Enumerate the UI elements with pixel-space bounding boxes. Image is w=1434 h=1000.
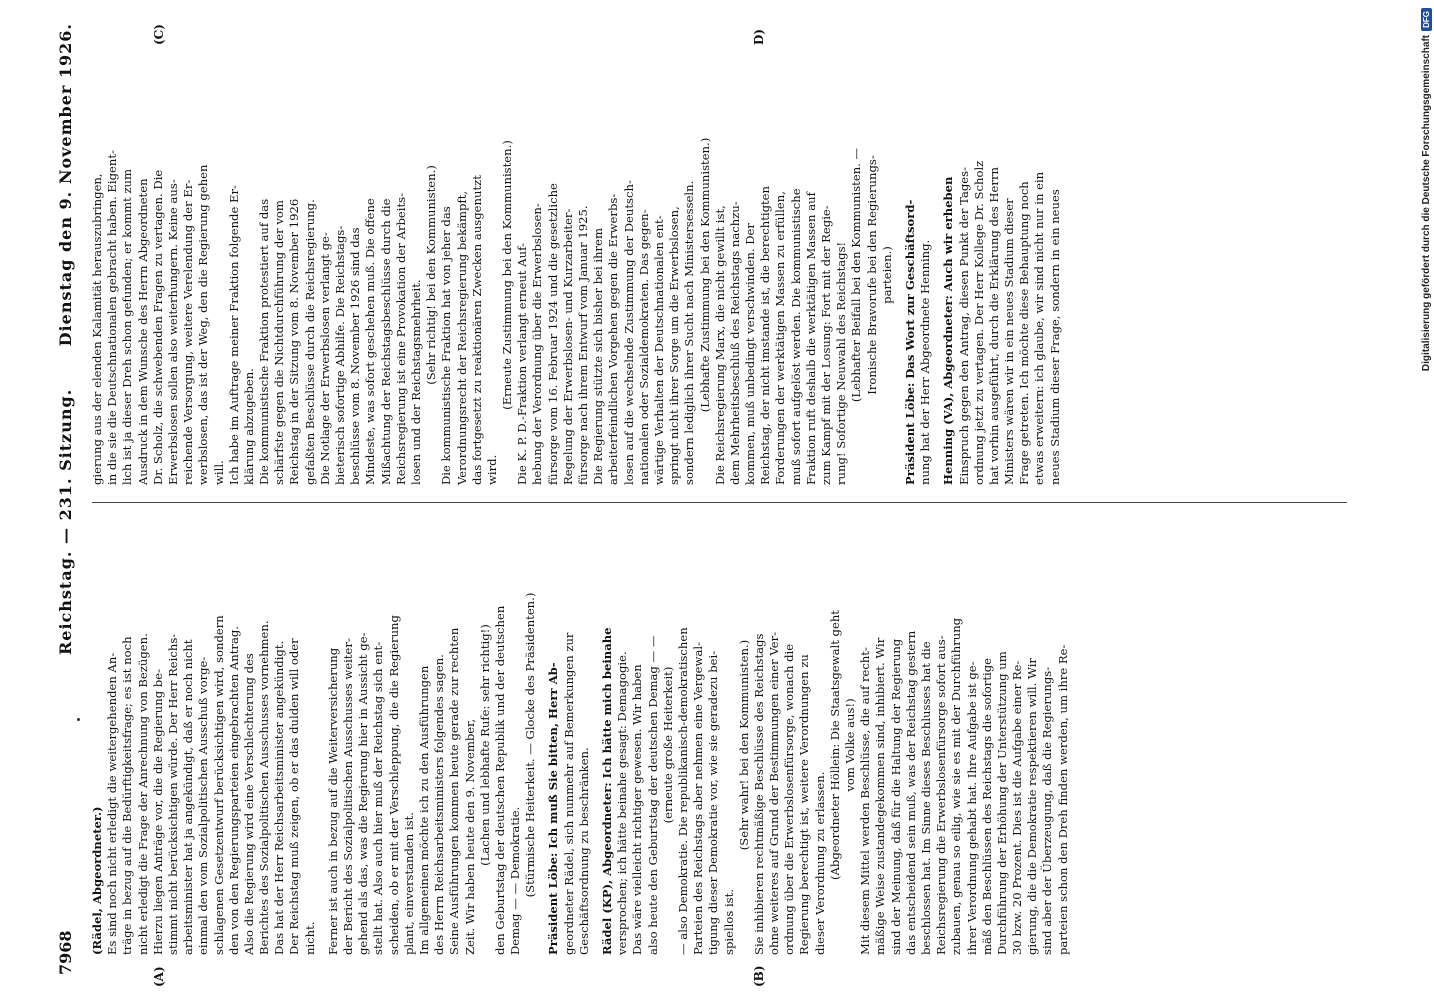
text-line: Dr. Scholz, die schwebenden Fragen zu vertagen. Die	[150, 169, 165, 485]
margin-mark-a: (A)	[152, 966, 166, 987]
text-line: bieterisch sofortige Abhilfe. Die Reichstags-	[333, 225, 347, 485]
watermark-text: Digitalisierung gefördert durch die Deutsche Forschungsgemeinschaft	[1420, 34, 1432, 372]
text-line: Die kommunistische Fraktion hat von jeher das	[439, 206, 454, 485]
text-line: will.	[211, 460, 226, 485]
text-line: (Sehr wahr! bei den Kommunisten.)	[736, 639, 751, 851]
text-line: Einspruch gegen den Antrag, diesen Punkt der Tages-	[956, 166, 971, 485]
text-line: beschlossen hat. Im Sinne dieses Beschlusses hat die	[918, 641, 933, 955]
text-line: Geschäftsordnung zu beschränken.	[576, 747, 591, 955]
text-line: Fraktion ruft deshalb die werktätigen Massen auf	[803, 192, 818, 485]
text-line: (Erneute Zustimmung bei den Kommunisten.)	[500, 140, 515, 410]
text-line: das entscheidend sein muß, was der Reichstag gestern	[903, 630, 918, 955]
text-line: dieser Verordnung zu erlassen.	[812, 771, 827, 955]
page-number: 7968	[56, 930, 75, 975]
text-line: (Abgeordneter Höllein: Die Staatsgewalt geht	[827, 610, 842, 880]
text-line: springt nicht ihrer Sorge um die Erwerbslosen,	[667, 206, 682, 485]
text-line: Frage getreten. Ich möchte diese Behauptung noch	[1017, 181, 1032, 485]
text-line: 30 bzw. 20 Prozent. Dies ist die Aufgabe einer Re-	[1010, 660, 1025, 955]
text-line: gierung, die die Demokratie respektieren will. Wir	[1025, 658, 1040, 955]
text-line: fürsorge nach ihrem Entwurf vom Januar 1925.	[576, 205, 590, 485]
text-line: kommen, muß unbedingt verschwinden. Der	[743, 223, 758, 485]
text-line: Die kommunistische Fraktion protestiert auf das	[257, 198, 272, 485]
text-line: Die Reichsregierung Marx, die nicht gewillt ist,	[712, 205, 727, 485]
margin-mark-c: (C)	[152, 24, 166, 45]
right-column	[90, 65, 1063, 485]
text-line: versprochen; ich hätte beinahe gesagt: Demagogie.	[615, 651, 630, 955]
text-line: Reichstag in der Sitzung vom 8. November 1926	[287, 198, 302, 485]
text-line: muß sofort aufgelöst werden. Die kommunistische	[788, 188, 803, 485]
text-line: träge in bezug auf die Bedürftigkeitsfrage; es ist noch	[120, 636, 135, 955]
text-line: fürsorge vom 16. Februar 1924 und die gesetzliche	[545, 183, 560, 485]
text-line: Regelung der Erwerbslosen- und Kurzarbeiter-	[560, 208, 575, 485]
text-line: Reichsregierung die Erwerbslosenfürsorge sofort aus-	[934, 635, 949, 955]
text-line: (Rädel, Abgeordneter.)	[90, 806, 104, 955]
text-line: nung hat der Herr Abgeordnete Henning.	[918, 239, 933, 485]
text-line: gehend als das, was die Regierung hier in Aussicht ge-	[356, 632, 371, 955]
text-line: geordneter Rädel, sich nunmehr auf Bemerkungen zur	[561, 632, 576, 955]
text-line: Mißachtung der Reichstagsbeschlüsse durch die	[378, 198, 393, 485]
text-line: des Herrn Reichsarbeitsministers folgendes sagen.	[432, 654, 447, 955]
margin-mark-b: (B)	[752, 965, 766, 987]
text-line: Verordnungsrecht der Reichsregierung bekämpft,	[454, 190, 469, 485]
text-line: sind der Meinung, daß für die Haltung der Regierung	[888, 638, 903, 955]
paragraph-gap	[933, 65, 941, 485]
text-line: also heute den Geburtstag der deutschen Demag — —	[645, 635, 660, 955]
text-line: Ich habe im Auftrage meiner Fraktion folgende Er-	[226, 185, 241, 485]
column-divider	[92, 502, 1347, 503]
rotated-document	[52, 15, 1382, 985]
text-line: nicht.	[302, 921, 317, 955]
text-line: Präsident Löbe: Das Wort zur Geschäftsord-	[902, 199, 917, 485]
text-line: (Lebhafter Beifall bei den Kommunisten. —	[849, 147, 864, 403]
text-line: (Stürmische Heiterkeit. — Glocke des Präsidenten.)	[523, 592, 538, 898]
text-line: parteien schon den Dreh finden werden, um ihre Re-	[1055, 644, 1070, 955]
text-line: wärtige Verhalten der Deutschnationalen ent-	[651, 215, 666, 485]
text-line: (Lebhafte Zustimmung bei den Kommunisten.)	[697, 137, 712, 413]
digitization-watermark	[1412, 8, 1432, 992]
text-line: Hierzu liegen Anträge vor, die die Regierung be-	[150, 669, 165, 955]
text-line: Mit diesem Mittel werden Beschlüsse, die auf recht-	[858, 647, 873, 955]
text-line: Die Notlage der Erwerbslosen verlangt ge-	[317, 232, 332, 485]
text-line: Ferner ist auch in bezug auf die Weiterversicherung	[325, 647, 340, 955]
text-line: Die Regierung stützte sich bisher bei ihrem	[591, 228, 606, 485]
text-line: schärfste gegen die Nichtdurchführung der vom	[272, 200, 287, 485]
text-line: das fortgesetzt zu reaktionären Zwecken ausgenutzt	[469, 175, 484, 485]
text-line: Es sind noch nicht erledigt die weitergehenden An-	[105, 652, 120, 955]
text-line: Seine Ausführungen kommen heute gerade zur rechten	[447, 627, 462, 955]
text-line: stimmt nicht berücksichtigen würde. Der Herr Reichs-	[165, 633, 180, 955]
text-line: gefaßten Beschlüsse durch die Reichsregierung.	[302, 199, 317, 485]
session-title: Reichstag. — 231. Sitzung.	[56, 388, 75, 655]
text-line: rung! Sofortige Neuwahl des Reichstags!	[834, 241, 849, 485]
text-line: Ausdruck in dem Wunsche des Herrn Abgeordneten	[135, 178, 150, 485]
text-line: Im allgemeinen möchte ich zu den Ausführungen	[416, 665, 431, 955]
text-line: losen und der Reichstagsmehrheit.	[408, 279, 423, 485]
session-date: Dienstag den 9. November 1926.	[56, 23, 75, 347]
text-line: Sie inhibieren rechtmäßige Beschlüsse des Reichstags	[751, 633, 766, 955]
text-line: ordnung über die Erwerbslosenfürsorge, wonach die	[782, 643, 797, 955]
left-column	[90, 535, 1071, 955]
text-line: Ministers wären wir in ein neues Stadium dieser	[1002, 198, 1017, 485]
text-line: vom Volke aus!)	[843, 698, 857, 792]
text-line: Henning (VA), Abgeordneter: Auch wir erheben	[941, 176, 956, 485]
text-line: Erwerbslosen sollen also weiterhungern. Keine aus-	[165, 179, 180, 485]
text-line: hat vorhin ausgeführt, durch die Erklärung des Herrn	[986, 167, 1001, 485]
text-line: scheiden, ob er mit der Verschleppung, die die Regierung	[386, 615, 401, 955]
page-header	[52, 15, 82, 985]
text-line: werbslosen, das ist der Weg, den die Regierung gehen	[196, 164, 211, 485]
text-line: parteien.)	[879, 246, 894, 304]
text-line: tigung dieser Demokratie vor, wie sie geradezu bei-	[706, 650, 721, 955]
text-line: Ironische Bravorufe bei den Regierungs-	[864, 155, 879, 395]
scan-speck	[77, 718, 80, 721]
text-line: mäßige Weise zustandegekommen sind, inhibiert. Wir	[873, 637, 888, 955]
text-line: beschlüsse vom 8. November 1926 sind das	[348, 227, 363, 485]
text-line: neues Stadium dieser Frage, sondern in ein neues	[1047, 189, 1062, 485]
paragraph-gap	[592, 535, 600, 955]
text-line: Durchführung der Erhöhung der Unterstützung um	[994, 651, 1009, 955]
text-line: Mindeste, was sofort geschehen muß. Die offene	[363, 198, 378, 485]
text-line: Rädel (KP), Abgeordneter: Ich hätte mich beinahe	[600, 627, 614, 955]
text-line: den von den Regierungsparteien eingebrachten Antrag.	[226, 626, 241, 955]
text-line: mäß den Beschlüssen des Reichstags die sofortige	[979, 658, 994, 955]
text-line: gierung aus der elenden Kalamität herauszubringen,	[90, 173, 104, 485]
text-line: ordnung jetzt zu vertagen. Der Herr Kollege Dr. Scholz	[971, 160, 986, 485]
text-line: Das hat der Herr Reichsarbeitsminister angekündigt.	[272, 640, 287, 955]
text-line: Präsident Löbe: Ich muß Sie bitten, Herr Ab-	[546, 662, 561, 955]
text-line: ihrer Verordnung gehabt hat. Ihre Aufgabe ist ge-	[964, 661, 979, 955]
text-line: den Geburtstag der deutschen Republik und der deutschen	[492, 605, 507, 955]
margin-mark-d: D)	[752, 28, 766, 45]
text-line: sind aber der Überzeugung, daß die Regierungs-	[1040, 666, 1055, 955]
text-line: nicht erledigt die Frage der Anrechnung von Bezügen.	[135, 633, 150, 955]
text-line: lich ist ja dieser Dreh schon gefunden; er kommt zum	[120, 168, 135, 485]
text-line: zum Kampf mit der Losung: Fort mit der Regie-	[819, 205, 833, 485]
text-line: schlagenen Gesetzentwurf berücksichtigen wird, sondern	[211, 615, 226, 955]
text-line: ohne weiteres auf Grund der Bestimmungen einer Ver-	[767, 631, 782, 955]
text-line: klärung abzugeben.	[241, 368, 256, 485]
text-line: reichende Versorgung, weitere Verelendung der Er-	[181, 179, 196, 485]
text-line: dem Mehrheitsbeschluß des Reichstags nachzu-	[727, 201, 742, 485]
text-line: (erneute große Heiterkeit)	[660, 666, 675, 824]
text-line: Demag — — Demokratie.	[508, 806, 523, 955]
text-line: in die sie die Deutschnationalen gebracht haben. Eigent-	[105, 150, 120, 485]
paragraph-gap	[318, 535, 326, 955]
text-line: Forderungen der werktätigen Massen zu erfüllen,	[773, 191, 788, 485]
text-line: Das wäre vielleicht richtiger gewesen. Wir haben	[630, 664, 645, 955]
text-line: der Bericht des Sozialpolitischen Ausschusses weiter-	[341, 638, 355, 955]
text-line: — also Demokratie. Die republikanisch-demokratischen	[675, 627, 690, 955]
text-line: spiellos ist.	[721, 889, 736, 955]
text-line: hebung der Verordnung über die Erwerbslosen-	[530, 203, 545, 485]
text-line: plant, einverstanden ist.	[401, 812, 416, 955]
paragraph-gap	[895, 65, 903, 485]
paragraph-gap	[538, 535, 546, 955]
text-line: Reichsregierung ist eine Provokation der Arbeits-	[393, 192, 408, 485]
text-line: Also die Regierung wird eine Verschlechterung des	[241, 653, 256, 955]
text-line: Zeit. Wir haben heute den 9. November,	[462, 718, 477, 955]
text-line: (Lachen und lebhafte Rufe: sehr richtig!)	[477, 624, 492, 866]
text-line: Der Reichstag muß zeigen, ob er das dulden will oder	[287, 638, 302, 955]
text-line: einmal den vom Sozialpolitischen Ausschuß vorge-	[196, 656, 211, 955]
text-line: arbeiterfeindlichen Vorgehen gegen die Erwerbs-	[606, 193, 621, 485]
text-line: Parteien des Reichstags aber nehmen eine Vergewal-	[691, 642, 706, 955]
text-line: Berichtes des Sozialpolitischen Ausschusses vornehmen.	[257, 620, 272, 955]
text-line: arbeitsminister hat ja angekündigt, daß er noch nicht	[181, 639, 196, 955]
text-line: Reichstag, der nicht imstande ist, die berechtigten	[758, 185, 773, 485]
text-line: etwas erweitern: ich glaube, wir sind nicht nur in ein	[1032, 171, 1047, 485]
text-line: stellt hat. Also auch hier muß der Reichstag sich ent-	[371, 641, 386, 955]
text-line: (Sehr richtig! bei den Kommunisten.)	[424, 165, 439, 385]
text-line: wird.	[484, 454, 499, 485]
text-line: nationalen oder Sozialdemokraten. Das gegen-	[636, 209, 651, 485]
text-line: zubauen, genau so eilig, wie sie es mit der Durchführung	[949, 617, 964, 955]
text-line: Die K. P. D.-Fraktion verlangt erneut Auf-	[515, 243, 530, 485]
text-line: Regierung berechtigt ist, weitere Verordnungen zu	[797, 654, 812, 955]
dfg-logo: DFG	[1421, 8, 1432, 31]
text-line: sondern lediglich ihrer Sucht nach Ministersesseln.	[682, 180, 697, 485]
text-line: losen auf die wechselnde Zustimmung der Deutsch-	[621, 180, 636, 485]
